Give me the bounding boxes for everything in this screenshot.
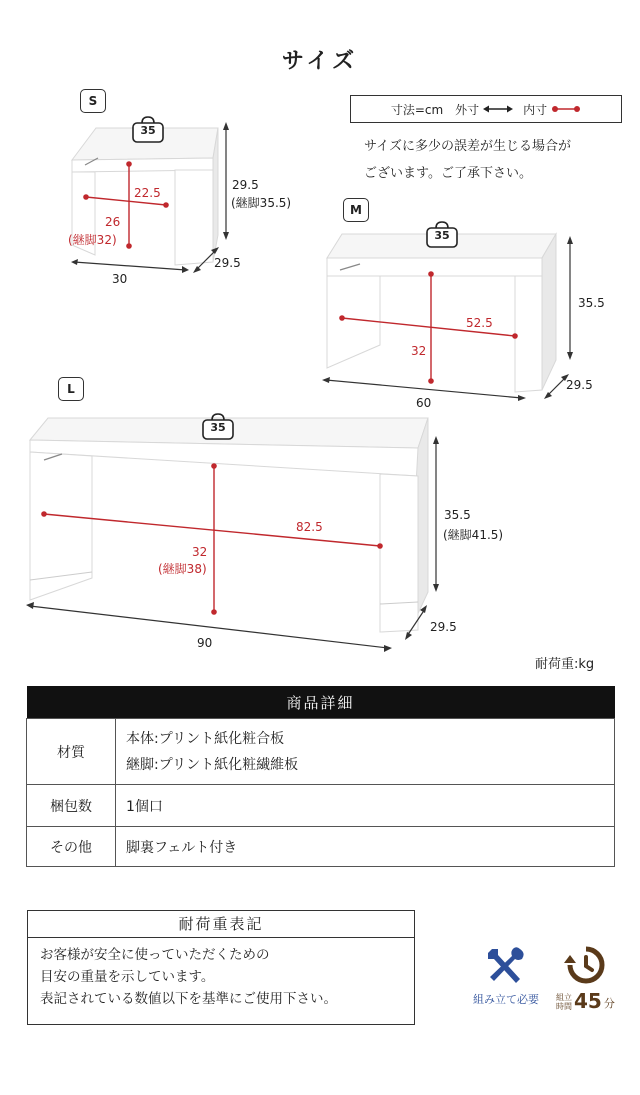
size-s-height: 29.5 — [232, 178, 259, 192]
detail-value — [116, 719, 615, 785]
assembly-label: 組み立て必要 — [473, 993, 539, 1006]
load-unit-note: 耐荷重:kg — [535, 657, 595, 672]
load-notice-line: お客様が安全に使っていただくための — [40, 947, 270, 963]
size-s-load: 35 — [140, 124, 156, 137]
legend-inner-label: 内寸 — [523, 102, 548, 117]
size-m-load: 35 — [434, 229, 450, 242]
size-m-badge: M — [343, 198, 369, 222]
assembly-required-badge — [463, 945, 549, 1007]
tools-icon — [484, 945, 528, 985]
time-minutes: 45 — [574, 989, 602, 1013]
size-m-inner-width: 52.5 — [466, 316, 493, 330]
size-s-width: 30 — [112, 272, 128, 286]
detail-value: 脚裏フェルト付き — [116, 827, 615, 867]
size-m-depth: 29.5 — [566, 378, 593, 392]
legend-unit: 寸法=cm — [390, 102, 444, 117]
time-unit: 分 — [603, 997, 615, 1010]
detail-key: 材質 — [27, 719, 116, 785]
size-m-drawing — [322, 222, 573, 401]
details-header: 商品詳細 — [27, 686, 615, 719]
detail-value: 1個口 — [116, 785, 615, 827]
table-row — [27, 785, 615, 827]
size-l-drawing — [26, 414, 439, 652]
note-line-1: サイズに多少の誤差が生じる場合が — [364, 139, 571, 154]
table-row — [27, 827, 615, 867]
assembly-time-badge — [556, 943, 616, 1011]
detail-key: 梱包数 — [27, 785, 116, 827]
detail-value-line: 本体:プリント紙化粧合板 — [126, 730, 285, 747]
load-notice-line: 目安の重量を示しています。 — [40, 969, 215, 985]
detail-value-line: 継脚:プリント紙化粧繊維板 — [126, 756, 299, 773]
load-notice-box — [27, 910, 415, 1025]
time-label-bottom: 時間 — [556, 1002, 572, 1011]
size-m-width: 60 — [416, 396, 432, 410]
size-l-inner-height: 32 — [192, 545, 208, 559]
time-label-top: 組立 — [556, 993, 572, 1002]
size-l-height-ext: (継脚41.5) — [443, 528, 504, 542]
size-l-depth: 29.5 — [430, 620, 457, 634]
size-l-inner-height-ext: (継脚38) — [158, 562, 207, 576]
size-s-inner-width: 22.5 — [134, 186, 161, 200]
load-notice-line: 表記されている数値以下を基準にご使用下さい。 — [40, 991, 337, 1007]
size-l-height: 35.5 — [444, 508, 471, 522]
clock-icon — [560, 943, 612, 987]
size-m-height: 35.5 — [578, 296, 605, 310]
page-title: サイズ — [281, 49, 359, 74]
load-notice-title: 耐荷重表記 — [28, 911, 414, 938]
detail-key: その他 — [27, 827, 116, 867]
size-s-depth: 29.5 — [214, 256, 241, 270]
size-s-inner-height-ext: (継脚32) — [68, 233, 117, 247]
size-l-badge: L — [58, 377, 84, 401]
legend-outer-label: 外寸 — [455, 102, 480, 117]
size-s-badge: S — [80, 89, 106, 113]
size-s-inner-height: 26 — [105, 215, 121, 229]
note-line-2: ございます。ご了承下さい。 — [364, 166, 532, 181]
table-row — [27, 719, 615, 785]
size-l-width: 90 — [197, 636, 213, 650]
size-l-load: 35 — [210, 421, 226, 434]
size-l-inner-width: 82.5 — [296, 520, 323, 534]
size-m-inner-height: 32 — [411, 344, 427, 358]
size-s-height-ext: (継脚35.5) — [231, 196, 292, 210]
product-details-table — [26, 686, 615, 867]
